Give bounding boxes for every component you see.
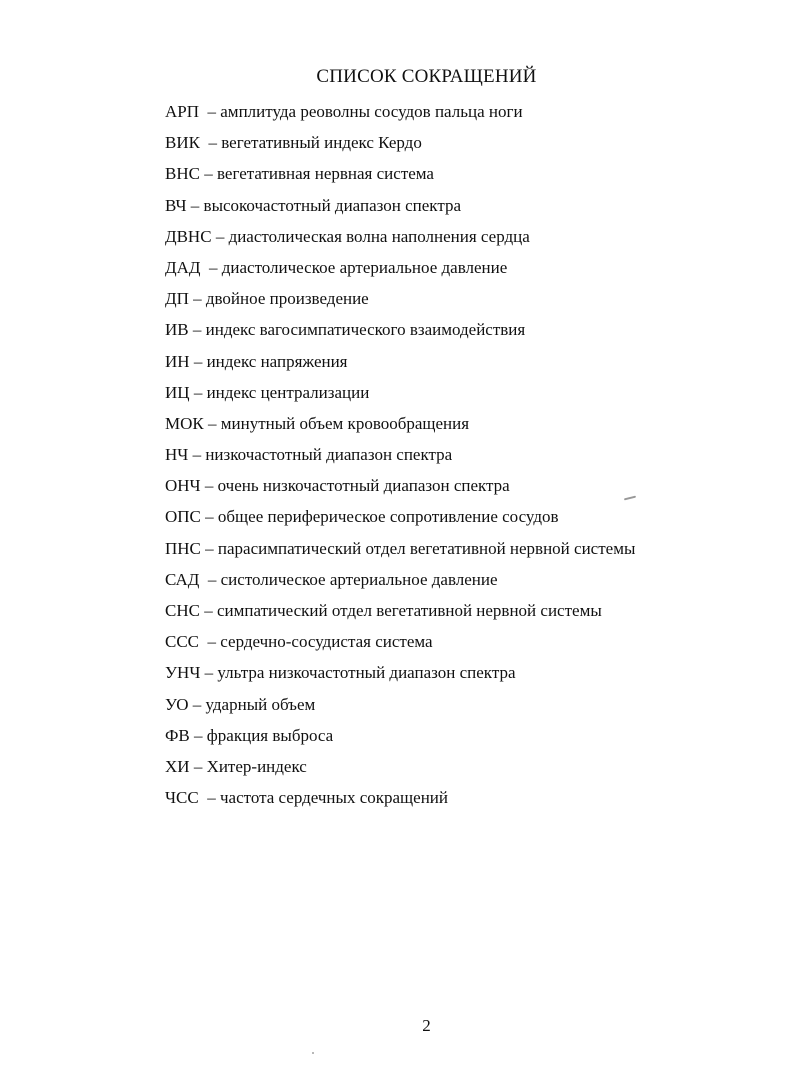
abbreviation-term: СНС	[165, 601, 200, 620]
scan-dot	[312, 1052, 314, 1054]
abbreviation-separator: –	[203, 413, 221, 433]
abbreviation-separator: –	[199, 133, 222, 153]
abbreviation-definition: парасимпатический отдел вегетативной нервной системы	[217, 538, 636, 558]
abbreviation-term: ЧСС	[165, 788, 199, 808]
abbreviation-definition: симпатический отдел вегетативной нервной системы	[216, 601, 602, 620]
abbreviation-term: УО	[165, 694, 189, 714]
abbreviation-entry	[165, 98, 785, 129]
abbreviation-entry	[165, 348, 785, 379]
abbreviation-definition: индекс вагосимпатического взаимодействия	[205, 320, 526, 340]
abbreviation-separator: –	[200, 507, 218, 527]
page-title: СПИСОК СОКРАЩЕНИЙ	[316, 66, 537, 87]
abbreviation-entry	[165, 691, 785, 722]
abbreviation-separator: –	[199, 632, 221, 652]
abbreviation-separator: –	[188, 289, 206, 309]
abbreviation-term: ДВНС	[165, 226, 212, 246]
abbreviation-entry	[165, 441, 785, 472]
abbreviation-definition: вегетативная нервная система	[216, 164, 434, 184]
abbreviation-entry	[165, 316, 785, 347]
abbreviation-separator: –	[199, 102, 221, 121]
abbreviation-definition: ударный объем	[205, 694, 316, 714]
abbreviation-term: ВЧ	[165, 195, 187, 215]
abbreviation-definition: диастолическая волна наполнения сердца	[228, 226, 530, 246]
abbreviation-definition: низкочастотный диапазон спектра	[205, 445, 453, 465]
abbreviation-separator: –	[200, 257, 222, 277]
abbreviation-term: ВИК	[165, 133, 200, 153]
abbreviation-entry	[165, 753, 785, 784]
abbreviation-definition: ультра низкочастотный диапазон спектра	[217, 663, 516, 683]
abbreviation-term: ПНС	[165, 538, 201, 558]
abbreviation-separator: –	[189, 382, 207, 402]
abbreviation-entry	[165, 659, 785, 690]
abbreviation-separator: –	[199, 164, 217, 184]
abbreviation-entry	[165, 597, 785, 628]
abbreviation-term: ИЦ	[165, 382, 190, 402]
abbreviation-entry	[165, 535, 785, 566]
abbreviation-separator: –	[188, 445, 206, 465]
abbreviation-separator: –	[189, 756, 207, 776]
abbreviation-entry	[165, 784, 785, 815]
abbreviation-entry	[165, 223, 785, 254]
abbreviation-definition: высокочастотный диапазон спектра	[203, 195, 461, 215]
abbreviation-term: ОПС	[165, 507, 201, 527]
abbreviation-term: ФВ	[165, 725, 190, 745]
abbreviation-term: ДП	[165, 289, 189, 309]
abbreviation-separator: –	[189, 725, 207, 745]
abbreviation-definition: двойное произведение	[205, 289, 369, 309]
abbreviation-term: ССС	[165, 632, 200, 652]
abbreviation-separator: –	[200, 663, 218, 683]
abbreviation-entry	[165, 472, 785, 503]
abbreviation-term: ВНС	[165, 164, 200, 184]
abbreviation-term: ИВ	[165, 320, 189, 340]
abbreviation-definition: диастолическое артериальное давление	[221, 257, 508, 277]
abbreviation-definition: очень низкочастотный диапазон спектра	[217, 476, 510, 496]
abbreviation-separator: –	[188, 320, 206, 340]
abbreviation-definition: частота сердечных сокращений	[219, 788, 448, 808]
abbreviation-entry	[165, 410, 785, 441]
abbreviation-entry	[165, 129, 785, 160]
abbreviation-list	[165, 98, 785, 815]
abbreviation-term: ДАД	[165, 257, 201, 277]
abbreviation-definition: минутный объем кровообращения	[220, 413, 470, 433]
abbreviation-separator: –	[198, 788, 220, 808]
abbreviation-definition: систолическое артериальное давление	[220, 569, 498, 589]
abbreviation-term: САД	[165, 569, 200, 589]
abbreviation-definition: сердечно-сосудистая система	[220, 632, 433, 652]
abbreviation-term: ОНЧ	[165, 476, 201, 496]
abbreviation-definition: вегетативный индекс Кердо	[221, 133, 422, 153]
abbreviation-entry	[165, 503, 785, 534]
abbreviation-separator: –	[200, 476, 218, 496]
abbreviation-entry	[165, 566, 785, 597]
abbreviation-separator: –	[199, 601, 217, 620]
abbreviation-separator: –	[188, 694, 206, 714]
abbreviation-separator: –	[211, 226, 229, 246]
abbreviation-entry	[165, 192, 785, 223]
abbreviation-definition: индекс напряжения	[206, 351, 348, 371]
abbreviation-entry	[165, 160, 785, 191]
abbreviation-definition: фракция выброса	[206, 725, 334, 745]
abbreviation-term: АРП	[165, 102, 200, 121]
abbreviation-definition: индекс централизации	[206, 382, 370, 402]
abbreviation-entry	[165, 379, 785, 410]
abbreviation-entry	[165, 722, 785, 753]
abbreviation-term: ИН	[165, 351, 190, 371]
abbreviation-term: ХИ	[165, 756, 190, 776]
abbreviation-term: УНЧ	[165, 663, 201, 683]
abbreviation-separator: –	[199, 569, 221, 589]
abbreviation-separator: –	[186, 195, 204, 215]
abbreviation-entry	[165, 285, 785, 316]
abbreviation-term: НЧ	[165, 445, 189, 465]
abbreviation-separator: –	[200, 538, 218, 558]
abbreviation-term: МОК	[165, 413, 204, 433]
abbreviation-definition: общее периферическое сопротивление сосудов	[217, 507, 559, 527]
abbreviation-definition: амплитуда реоволны сосудов пальца ноги	[220, 102, 523, 121]
page-number: 2	[422, 1016, 431, 1035]
abbreviation-entry	[165, 628, 785, 659]
abbreviation-entry	[165, 254, 785, 285]
abbreviation-definition: Хитер-индекс	[206, 756, 307, 776]
abbreviation-separator: –	[189, 351, 207, 371]
